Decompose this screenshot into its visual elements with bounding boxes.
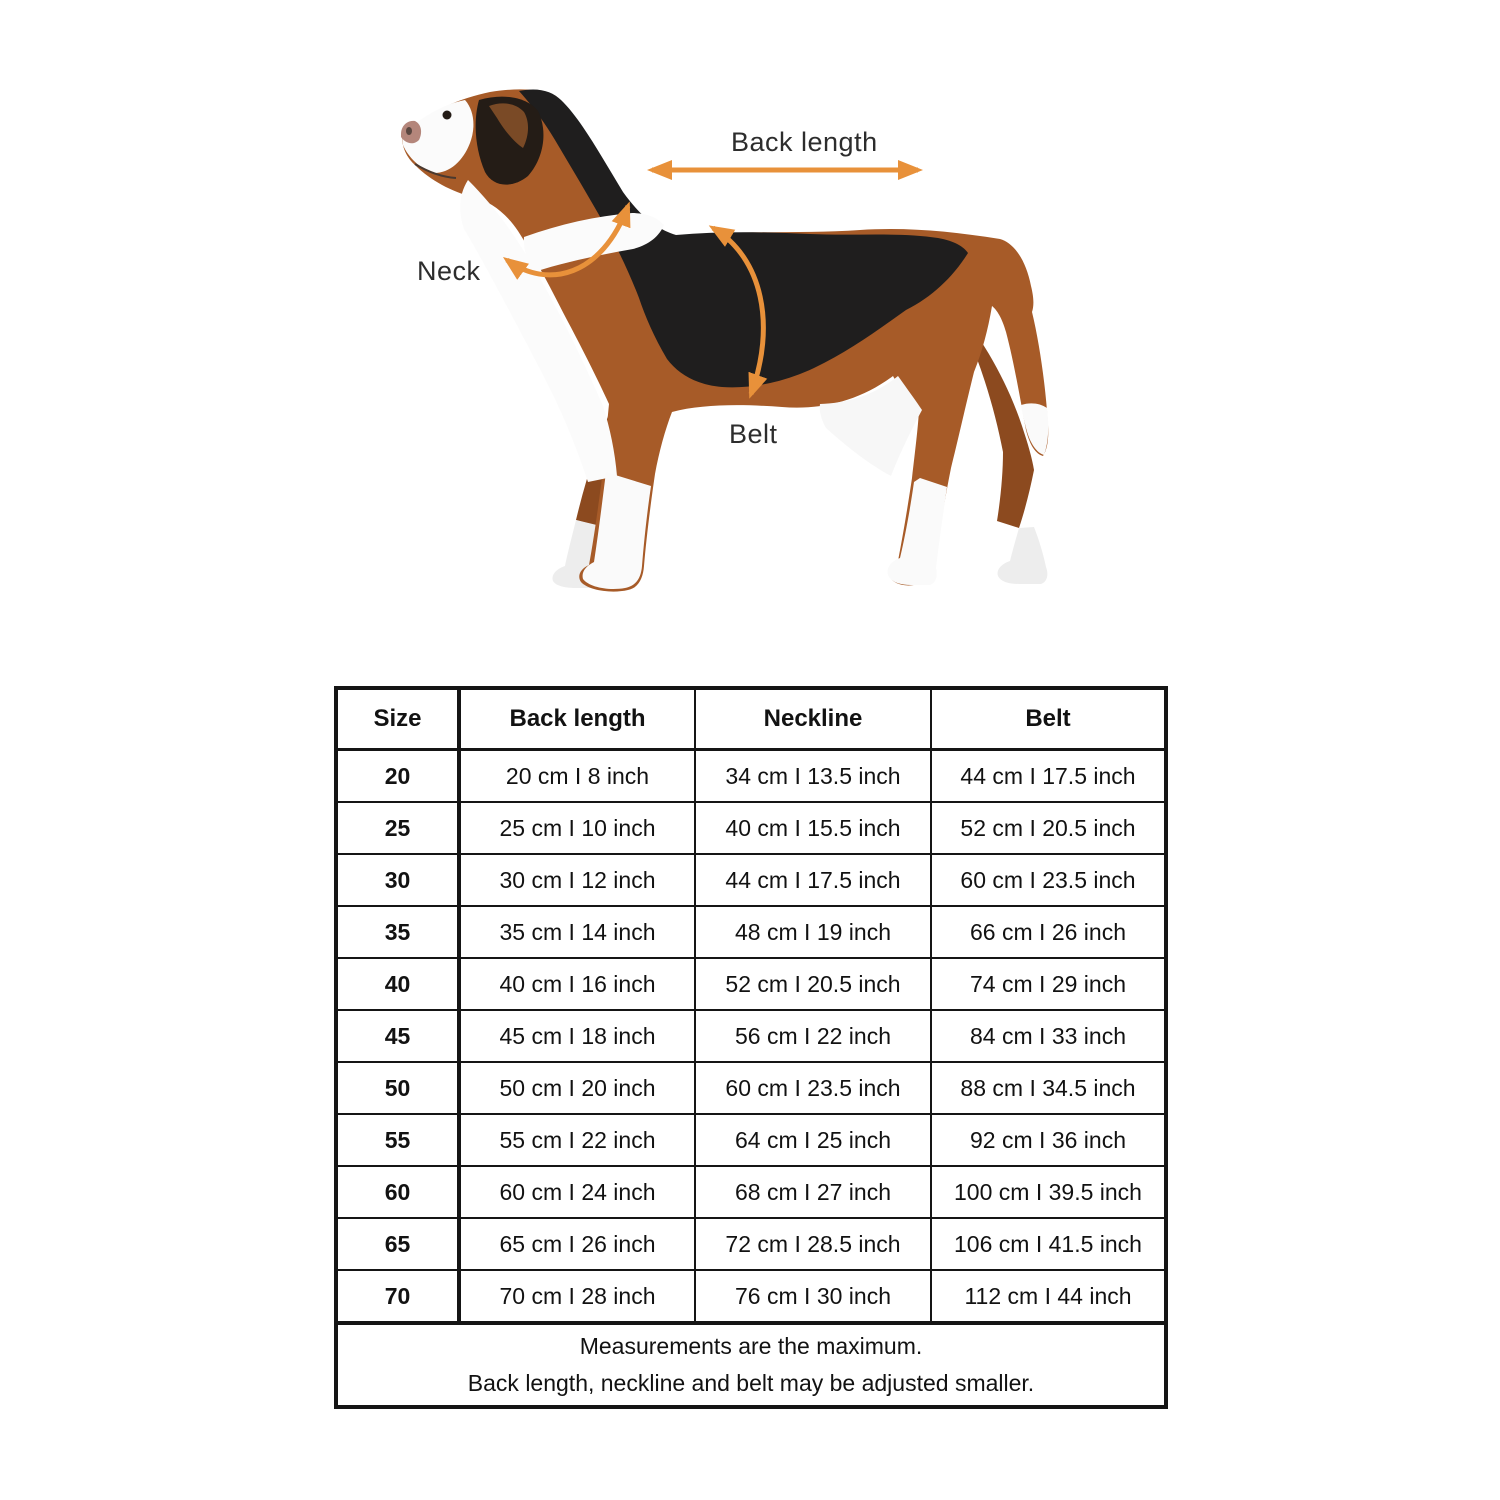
footnote-line-2: Back length, neckline and belt may be adjusted smaller. [467, 1370, 1035, 1396]
table-row [336, 958, 1166, 1010]
neckline-cell: 76 cm I 30 inch [695, 1270, 931, 1323]
size-cell: 60 [336, 1166, 459, 1218]
back-length-cell: 70 cm I 28 inch [459, 1270, 695, 1323]
neckline-cell: 44 cm I 17.5 inch [695, 854, 931, 906]
back-length-cell: 50 cm I 20 inch [459, 1062, 695, 1114]
table-row [336, 1010, 1166, 1062]
size-cell: 70 [336, 1270, 459, 1323]
size-cell: 50 [336, 1062, 459, 1114]
neckline-cell: 56 cm I 22 inch [695, 1010, 931, 1062]
back-length-cell: 25 cm I 10 inch [459, 802, 695, 854]
belt-cell: 84 cm I 33 inch [931, 1010, 1166, 1062]
table-row [336, 854, 1166, 906]
neckline-cell: 64 cm I 25 inch [695, 1114, 931, 1166]
belt-cell: 100 cm I 39.5 inch [931, 1166, 1166, 1218]
table-footnote [336, 1323, 1166, 1407]
table-row [336, 906, 1166, 958]
neckline-cell: 40 cm I 15.5 inch [695, 802, 931, 854]
neckline-cell: 48 cm I 19 inch [695, 906, 931, 958]
dog-nostril [406, 127, 412, 135]
dog-far-rear-sock [998, 527, 1048, 584]
belt-cell: 66 cm I 26 inch [931, 906, 1166, 958]
neckline-cell: 52 cm I 20.5 inch [695, 958, 931, 1010]
back-length-cell: 45 cm I 18 inch [459, 1010, 695, 1062]
back-length-cell: 60 cm I 24 inch [459, 1166, 695, 1218]
neckline-cell: 34 cm I 13.5 inch [695, 750, 931, 803]
size-cell: 45 [336, 1010, 459, 1062]
dog-eye [443, 111, 452, 120]
footnote-line-1: Measurements are the maximum. [579, 1332, 923, 1359]
header-back-length: Back length [459, 688, 695, 750]
table-row [336, 1218, 1166, 1270]
table-row [336, 1114, 1166, 1166]
belt-cell: 88 cm I 34.5 inch [931, 1062, 1166, 1114]
dog-illustration [401, 89, 1048, 591]
belt-cell: 92 cm I 36 inch [931, 1114, 1166, 1166]
header-belt: Belt [931, 688, 1166, 750]
belt-cell: 52 cm I 20.5 inch [931, 802, 1166, 854]
belt-label: Belt [729, 419, 778, 449]
size-cell: 40 [336, 958, 459, 1010]
belt-cell: 74 cm I 29 inch [931, 958, 1166, 1010]
size-cell: 30 [336, 854, 459, 906]
neck-label: Neck [417, 256, 481, 286]
table-row [336, 1062, 1166, 1114]
back-length-cell: 65 cm I 26 inch [459, 1218, 695, 1270]
back-length-label: Back length [731, 127, 878, 157]
neckline-cell: 72 cm I 28.5 inch [695, 1218, 931, 1270]
belt-cell: 112 cm I 44 inch [931, 1270, 1166, 1323]
header-size: Size [336, 688, 459, 750]
back-length-cell: 40 cm I 16 inch [459, 958, 695, 1010]
belt-cell: 106 cm I 41.5 inch [931, 1218, 1166, 1270]
size-table [334, 686, 1168, 1409]
table-row [336, 750, 1166, 803]
belt-cell: 60 cm I 23.5 inch [931, 854, 1166, 906]
back-length-cell: 20 cm I 8 inch [459, 750, 695, 803]
size-cell: 20 [336, 750, 459, 803]
table-row [336, 1166, 1166, 1218]
back-length-cell: 30 cm I 12 inch [459, 854, 695, 906]
table-row [336, 1270, 1166, 1323]
size-cell: 55 [336, 1114, 459, 1166]
table-footer-row [336, 1323, 1166, 1407]
size-cell: 35 [336, 906, 459, 958]
table-header-row [336, 688, 1166, 750]
belt-cell: 44 cm I 17.5 inch [931, 750, 1166, 803]
neckline-cell: 60 cm I 23.5 inch [695, 1062, 931, 1114]
table-row [336, 802, 1166, 854]
back-length-cell: 55 cm I 22 inch [459, 1114, 695, 1166]
size-cell: 25 [336, 802, 459, 854]
header-neckline: Neckline [695, 688, 931, 750]
dog-rear-sock [888, 478, 947, 585]
neckline-cell: 68 cm I 27 inch [695, 1166, 931, 1218]
dog-measurement-figure [0, 0, 1500, 660]
back-length-cell: 35 cm I 14 inch [459, 906, 695, 958]
size-cell: 65 [336, 1218, 459, 1270]
